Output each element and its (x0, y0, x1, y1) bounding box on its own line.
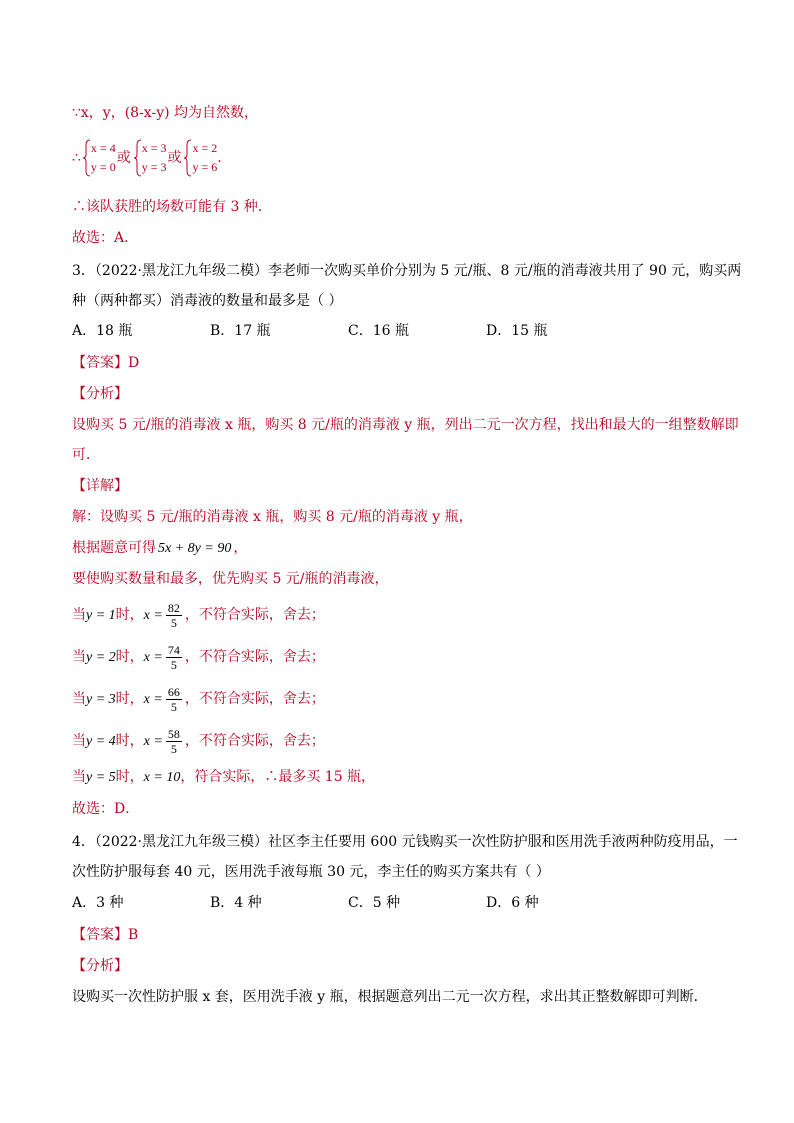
question-4-stem-line-2: 次性防护服每套 40 元，医用洗手液每瓶 30 元，李主任的购买方案共有（ ） (72, 864, 550, 880)
q3-option-c: C．16 瓶 (348, 323, 409, 339)
question-3-stem-line-2: 种（两种都买）消毒液的数量和最多是（ ） (72, 293, 343, 309)
fraction: $\frac{58}{5}$ (167, 726, 180, 756)
brace-icon (134, 139, 142, 177)
q3-answer: 【答案】D (72, 355, 140, 371)
q3-analysis-line-1: 设购买 5 元/瓶的消毒液 x 瓶，购买 8 元/瓶的消毒液 y 瓶，列出二元一次方程，找出和最大的一组整数解即 (72, 417, 739, 433)
q4-analysis-heading: 【分析】 (72, 958, 128, 974)
brace-icon (83, 139, 91, 177)
q3-analysis-line-2: 可． (72, 447, 100, 463)
solution-systems-line: ∴ x = 4 y = 0 或 x = 3 y = 3 或 x = 2 y = 6 . (72, 138, 222, 178)
fraction: $\frac{66}{5}$ (167, 684, 180, 714)
fraction: $\frac{82}{5}$ (167, 600, 180, 630)
q3-detail-line-3: 要使购买数量和最多，优先购买 5 元/瓶的消毒液， (72, 571, 389, 587)
natural-number-condition: ∵x，y，(8-x-y) 均为自然数， (72, 105, 259, 121)
equation-system-2: x = 3 y = 3 (134, 139, 167, 177)
q4-option-a: A．3 种 (72, 895, 124, 911)
q4-option-c: C．5 种 (348, 895, 401, 911)
case-line: 当y = 4时，x = $\frac{58}{5}$ ，不符合实际，舍去； (72, 726, 325, 756)
linear-equation: 5x + 8y = 90 (158, 541, 232, 556)
q3-analysis-heading: 【分析】 (72, 386, 128, 402)
case-line-final: 当y = 5时，x = 10，符合实际，∴最多买 15 瓶， (72, 769, 376, 785)
q3-option-b: B．17 瓶 (210, 323, 271, 339)
equation-system-3: x = 2 y = 6 (184, 139, 217, 177)
q4-option-b: B．4 种 (210, 895, 262, 911)
equation-system-1: x = 4 y = 0 (83, 139, 116, 177)
question-3-stem-line-1: 3．（2022·黑龙江九年级二模）李老师一次购买单价分别为 5 元/瓶、8 元/瓶的消毒液共用了 90 元，购买两 (72, 263, 742, 279)
q4-answer: 【答案】B (72, 927, 139, 943)
q3-option-d: D．15 瓶 (486, 323, 548, 339)
case-line: 当y = 1时，x = $\frac{82}{5}$ ，不符合实际，舍去； (72, 600, 325, 630)
fraction: $\frac{74}{5}$ (167, 642, 180, 672)
q3-option-a: A．18 瓶 (72, 323, 133, 339)
q3-detail-line-1: 解：设购买 5 元/瓶的消毒液 x 瓶，购买 8 元/瓶的消毒液 y 瓶， (72, 509, 473, 525)
question-4-stem-line-1: 4．（2022·黑龙江九年级三模）社区李主任要用 600 元钱购买一次性防护服和医用洗手液两种防疫用品，一 (72, 834, 738, 850)
brace-icon (184, 139, 192, 177)
case-line: 当y = 2时，x = $\frac{74}{5}$ ，不符合实际，舍去； (72, 642, 325, 672)
q4-option-d: D．6 种 (486, 895, 539, 911)
case-line: 当y = 3时，x = $\frac{66}{5}$ ，不符合实际，舍去； (72, 684, 325, 714)
q3-equation-line: 根据题意可得 5x + 8y = 90 ， (72, 540, 248, 556)
q4-analysis-line-1: 设购买一次性防护服 x 套，医用洗手液 y 瓶，根据题意列出二元一次方程，求出其正整数解即可判断． (72, 989, 708, 1005)
q3-choose: 故选：D． (72, 801, 140, 817)
q3-detail-heading: 【详解】 (72, 478, 128, 494)
conclusion-line: ∴该队获胜的场数可能有 3 种． (72, 199, 272, 215)
choose-answer-prev: 故选：A． (72, 230, 139, 246)
